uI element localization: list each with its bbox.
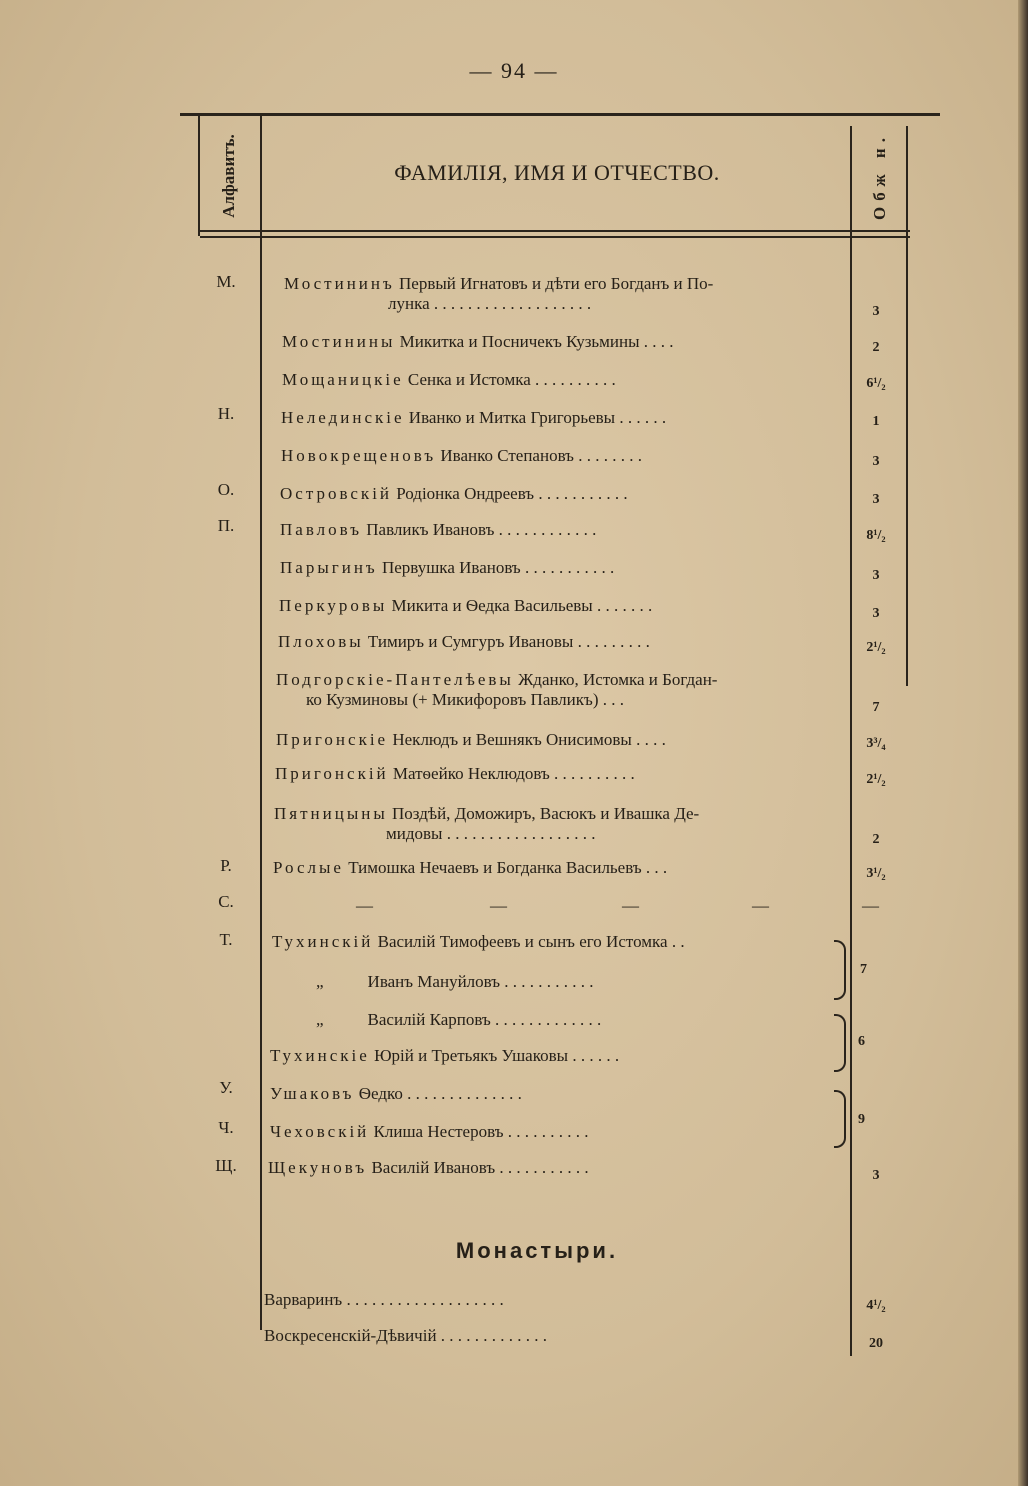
header-rule-2 bbox=[200, 236, 910, 238]
letter-o: О. bbox=[217, 480, 235, 499]
header-rule-1 bbox=[200, 230, 910, 232]
value-moshchanitskie: 6¹/₂ bbox=[866, 376, 886, 391]
letter-shch: Щ. bbox=[215, 1156, 237, 1175]
entry-tukhinskiy-vasiliy: Тухинскій Василій Тимофеевъ и сынъ его Истомка . . bbox=[272, 932, 685, 951]
col-divider-alpha bbox=[260, 116, 262, 1330]
s-row-dash-4: — bbox=[752, 896, 769, 915]
value-plokhovy: 2¹/₂ bbox=[866, 640, 886, 655]
letter-m: М. bbox=[216, 272, 236, 291]
entry-tukhinskiy-ivan: „ Иванъ Мануйловъ . . . . . . . . . . . bbox=[316, 972, 594, 991]
entry-novokreshchenov: Новокрещеновъ Иванко Степановъ . . . . . . . . bbox=[281, 446, 642, 465]
bracket-value-3: 9 bbox=[858, 1112, 865, 1127]
entry-pyatnitsyny: Пятницыны Поздѣй, Доможиръ, Васюкъ и Ивашка Де- мидовы . . . . . . . . . . . . . . . . . . bbox=[274, 804, 700, 843]
entry-pavlov: Павловъ Павликъ Ивановъ . . . . . . . . . . . . bbox=[280, 520, 597, 539]
entry-prigonskiy: Пригонскій Матѳейко Неклюдовъ . . . . . . . . . . bbox=[275, 764, 635, 783]
letter-n: Н. bbox=[217, 404, 235, 423]
entry-moshchanitskie: Мощаницкіе Сенка и Истомка . . . . . . . . . . bbox=[282, 370, 616, 389]
value-shchekunov: 3 bbox=[872, 1168, 880, 1183]
header-name-column: ФАМИЛІЯ, ИМЯ И ОТЧЕСТВО. bbox=[394, 160, 720, 185]
header-alphabet: Алфавитъ. bbox=[219, 134, 239, 218]
entry-neledinskie: Нелединскіе Иванко и Митка Григорьевы . . . . . . bbox=[281, 408, 667, 427]
value-ostrovskiy: 3 bbox=[872, 492, 880, 507]
value-parygin: 3 bbox=[872, 568, 880, 583]
entry-voskresenskiy: Воскресенскій-Дѣвичій . . . . . . . . . . . . . bbox=[264, 1326, 548, 1345]
value-pavlov: 8¹/₂ bbox=[866, 528, 886, 543]
entry-prigonskie: Пригонскіе Неклюдъ и Вешнякъ Онисимовы . . . . bbox=[276, 730, 666, 749]
s-row-value-dash: — bbox=[862, 896, 879, 915]
section-title-monasteries: Монастыри. bbox=[455, 1238, 619, 1263]
value-perkurovy: 3 bbox=[872, 606, 880, 621]
bracket-group-1 bbox=[834, 940, 846, 1000]
entry-parygin: Парыгинъ Первушка Ивановъ . . . . . . . . . . . bbox=[280, 558, 615, 577]
s-row-dash-1: — bbox=[356, 896, 373, 915]
value-prigonskie: 3³/₄ bbox=[866, 736, 886, 751]
entry-perkurovy: Перкуровы Микита и Ѳедка Васильевы . . . . . . . bbox=[279, 596, 653, 615]
value-voskresenskiy: 20 bbox=[869, 1336, 883, 1351]
entry-chekhovskiy: Чеховскій Клиша Нестеровъ . . . . . . . . . . bbox=[270, 1122, 589, 1141]
s-row-dash-2: — bbox=[490, 896, 507, 915]
value-mostininy: 2 bbox=[872, 340, 880, 355]
page-number: — 94 — bbox=[469, 58, 559, 83]
entry-roslye: Рослые Тимошка Нечаевъ и Богданка Васильевъ . . . bbox=[273, 858, 668, 877]
value-mostinin: 3 bbox=[872, 304, 880, 319]
entry-tukhinskie: Тухинскіе Юрій и Третьякъ Ушаковы . . . . . . bbox=[270, 1046, 620, 1065]
letter-r: Р. bbox=[220, 856, 232, 875]
entry-ostrovskiy: Островскій Родіонка Ондреевъ . . . . . . . . . . . bbox=[280, 484, 628, 503]
bracket-group-3 bbox=[834, 1090, 846, 1148]
entry-podgorskie: Подгорскіе-Пантелѣевы Жданко, Истомка и Богдан- ко Кузминовы (+ Микифоровъ Павликъ) . . . bbox=[276, 670, 718, 709]
entry-shchekunov: Щекуновъ Василій Ивановъ . . . . . . . . . . . bbox=[268, 1158, 589, 1177]
value-pyatnitsyny: 2 bbox=[872, 832, 880, 847]
header-obzh-column: Обж н. bbox=[870, 132, 890, 220]
entry-varvarin: Варваринъ . . . . . . . . . . . . . . . . . . . bbox=[264, 1290, 504, 1309]
value-roslye: 3¹/₂ bbox=[866, 866, 886, 881]
value-podgorskie: 7 bbox=[872, 700, 880, 715]
entry-mostinin: Мостининъ Первый Игнатовъ и дѣти его Богданъ и По- лунка . . . . . . . . . . . . . . . . . . . bbox=[284, 274, 714, 313]
value-varvarin: 4¹/₂ bbox=[866, 1298, 886, 1313]
letter-s: С. bbox=[218, 892, 234, 911]
letter-p: П. bbox=[217, 516, 235, 535]
letter-u: У. bbox=[219, 1078, 233, 1097]
letter-t: Т. bbox=[219, 930, 233, 949]
page-edge-shadow bbox=[1018, 0, 1028, 1486]
bracket-value-2: 6 bbox=[858, 1034, 865, 1049]
value-prigonskiy: 2¹/₂ bbox=[866, 772, 886, 787]
entry-ushakov: Ушаковъ Ѳедко . . . . . . . . . . . . . . bbox=[270, 1084, 522, 1103]
entry-mostininy: Мостинины Микитка и Посничекъ Кузьмины . . . . bbox=[282, 332, 674, 351]
top-rule bbox=[180, 113, 940, 116]
value-novokreshchenov: 3 bbox=[872, 454, 880, 469]
bracket-value-1: 7 bbox=[860, 962, 867, 977]
letter-ch: Ч. bbox=[218, 1118, 234, 1137]
value-neledinskie: 1 bbox=[872, 414, 880, 429]
entry-plokhovy: Плоховы Тимиръ и Сумгуръ Ивановы . . . . . . . . . bbox=[278, 632, 650, 651]
bracket-group-2 bbox=[834, 1014, 846, 1072]
s-row-dash-3: — bbox=[622, 896, 639, 915]
entry-tukhinskiy-vasiliy-karpov: „ Василій Карповъ . . . . . . . . . . . . . bbox=[316, 1010, 602, 1029]
